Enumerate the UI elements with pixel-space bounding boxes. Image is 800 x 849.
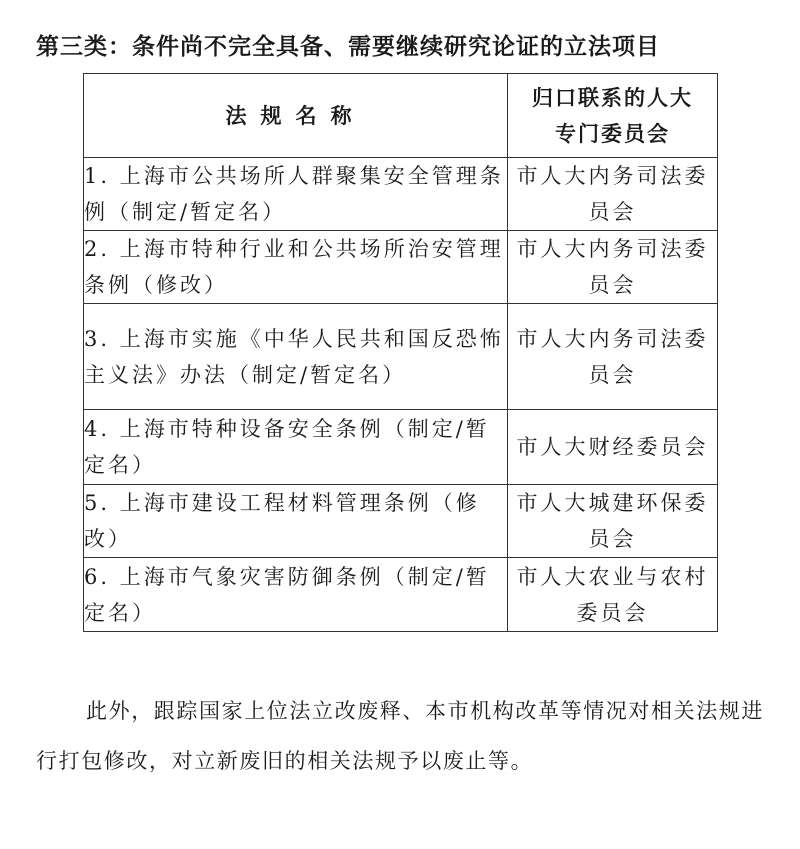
- column-header-committee-line2: 专门委员会: [555, 121, 670, 146]
- legislation-table: [83, 73, 718, 632]
- table-row: [84, 158, 718, 231]
- table-row: [84, 485, 718, 558]
- committee-cell: 市人大内务司法委员会: [508, 231, 718, 304]
- table-row: [84, 410, 718, 485]
- committee-cell: 市人大内务司法委员会: [508, 304, 718, 410]
- column-header-committee: [508, 74, 718, 158]
- table-row: [84, 558, 718, 632]
- table-row: [84, 304, 718, 410]
- law-name-cell: 5. 上海市建设工程材料管理条例（修改）: [84, 485, 508, 558]
- table-header-row: [84, 74, 718, 158]
- law-name-cell: 2. 上海市特种行业和公共场所治安管理条例（修改）: [84, 231, 508, 304]
- section-heading: 第三类：条件尚不完全具备、需要继续研究论证的立法项目: [36, 34, 660, 60]
- committee-cell: 市人大内务司法委员会: [508, 158, 718, 231]
- law-name-cell: 1. 上海市公共场所人群聚集安全管理条例（制定/暂定名）: [84, 158, 508, 231]
- law-name-cell: 4. 上海市特种设备安全条例（制定/暂定名）: [84, 410, 508, 485]
- law-name-cell: 6. 上海市气象灾害防御条例（制定/暂定名）: [84, 558, 508, 632]
- committee-cell: 市人大财经委员会: [508, 410, 718, 485]
- committee-cell: 市人大农业与农村委员会: [508, 558, 718, 632]
- column-header-committee-line1: 归口联系的人大: [532, 85, 693, 110]
- closing-paragraph: 此外，跟踪国家上位法立改废释、本市机构改革等情况对相关法规进行打包修改，对立新废旧的相关法规予以废止等。: [36, 699, 764, 773]
- table-row: [84, 231, 718, 304]
- committee-cell: 市人大城建环保委员会: [508, 485, 718, 558]
- law-name-cell: 3. 上海市实施《中华人民共和国反恐怖主义法》办法（制定/暂定名）: [84, 304, 508, 410]
- column-header-law-name: 法规名称: [84, 74, 508, 158]
